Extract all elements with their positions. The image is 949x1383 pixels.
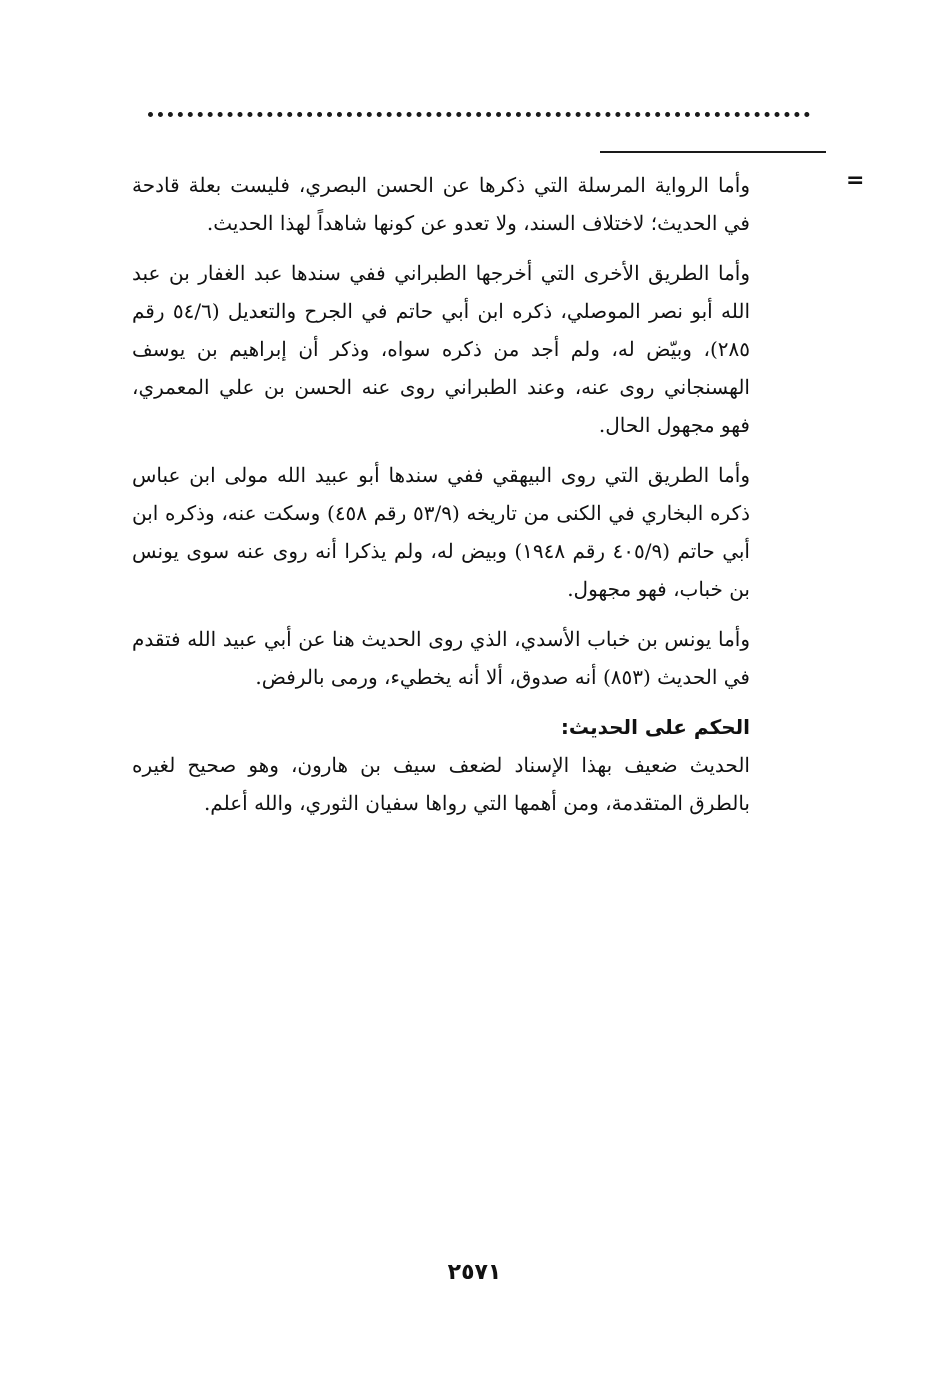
header-dotted-rule <box>148 112 810 117</box>
verdict-heading: الحكم على الحديث: <box>560 715 750 739</box>
footnote-continuation-mark: = <box>846 168 865 193</box>
page-number: ٢٥٧١ <box>447 1260 502 1285</box>
footnote-body <box>132 166 750 834</box>
verdict-text: الحديث ضعيف بهذا الإسناد لضعف سيف بن هارون، وهو صحيح لغيره بالطرق المتقدمة، ومن أهمها التي رواها سفيان الثوري، والله أعلم. <box>132 753 750 815</box>
paragraph-tabarani-route: وأما الطريق الأخرى التي أخرجها الطبراني ففي سندها عبد الغفار بن عبد الله أبو نصر الموصلي، ذكره ابن أبي حاتم في الجرح والتعديل (٥٤/٦ رقم ٢٨٥)، وبيّض له، ولم أجد من ذكره سواه، وذكر أن إبراهيم بن يوسف الهسنجاني روى عنه، وعند الطبراني روى عنه الحسن بن علي المعمري، فهو مجهول الحال. <box>132 261 750 437</box>
paragraph-bayhaqi-route: وأما الطريق التي روى البيهقي ففي سندها أبو عبيد الله مولى ابن عباس ذكره البخاري في الكنى من تاريخه (٥٣/٩ رقم ٤٥٨) وسكت عنه، وذكره ابن أبي حاتم (٤٠٥/٩ رقم ١٩٤٨) وبيض له، ولم يذكرا أنه روى عنه سوى يونس بن خباب، فهو مجهول. <box>132 463 750 601</box>
footnote-separator-rule <box>600 151 826 153</box>
paragraph-mursal-narration: وأما الرواية المرسلة التي ذكرها عن الحسن البصري، فليست بعلة قادحة في الحديث؛ لاختلاف السند، ولا تعدو عن كونها شاهداً لهذا الحديث. <box>132 173 750 235</box>
paragraph-yunus-ibn-khabbab: وأما يونس بن خباب الأسدي، الذي روى الحديث هنا عن أبي عبيد الله فتقدم في الحديث (٨٥٣) أنه صدوق، ألا أنه يخطيء، ورمى بالرفض. <box>132 627 750 689</box>
